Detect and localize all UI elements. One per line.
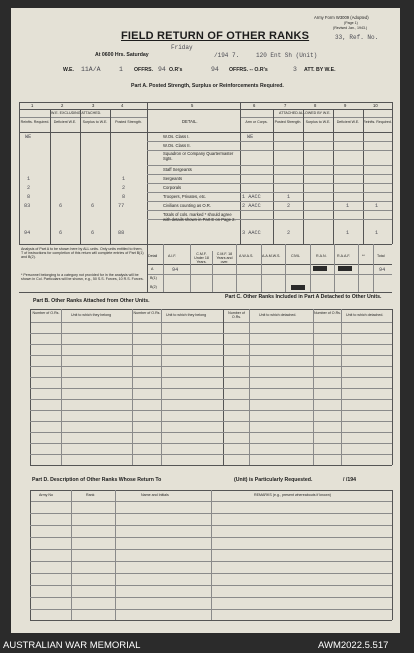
army-form-label: Army Form W3009 (Adopted) (314, 15, 369, 20)
val-total-reinf: 1 (375, 230, 379, 236)
detail-sgts: Sergeants (163, 176, 183, 181)
an-awas: A.W.A.S. (239, 254, 254, 258)
an-cmf-18: C.M.F. 18 Years and over. (216, 252, 233, 264)
sub-arm: Arm or Corps. (245, 120, 268, 124)
col-num-5: 5 (191, 103, 194, 108)
val-r6-arm: 1 AACC (242, 194, 261, 200)
we-label: W.E. (63, 67, 74, 73)
sub-deficient: Deficient W.E. (53, 120, 77, 124)
c-col-unit-1: Unit to which detached. (259, 313, 297, 317)
detail-header: DETAIL. (182, 119, 198, 124)
redaction-block (338, 266, 352, 271)
typed-unit: 120 Ent Sh (Unit) (256, 52, 318, 59)
detail-totals: Totals of cols. marked * should agree with details shown in Part E on Page 2. (163, 212, 236, 222)
col-num-8: 8 (314, 103, 317, 108)
val-r7-arm: 2 AACC (242, 203, 261, 209)
group-left-header: W.E. EXCLUDING ATTACHED. (51, 111, 102, 115)
c-col-num-1: Number of O.Rs. (228, 311, 245, 319)
an-aamws: A.A.M.W.S. (262, 254, 281, 258)
b-col-unit-2: Unit to which they belong (166, 313, 207, 317)
col-num-2: 2 (61, 103, 64, 108)
offrs-label: OFFRS. (134, 67, 154, 73)
val-total-c4: 88 (118, 230, 125, 236)
an-total-a-val: 94 (379, 267, 386, 273)
val-r4-c4: 1 (122, 176, 126, 182)
an-aif-a-val: 94 (172, 267, 179, 273)
c-col-num-2: Number of O.Rs. (314, 311, 341, 315)
typed-day: Friday (171, 44, 193, 51)
sub-posted: Posted Strength. (115, 120, 142, 124)
val-r7-c1: 83 (24, 203, 31, 209)
val-r7-reinf: 1 (375, 203, 379, 209)
part-c-title: Part C. Other Ranks Included in Part A Detached to Other Units. (225, 294, 382, 300)
val-total-arm: 3 AACC (242, 230, 261, 236)
val-total-c2: 6 (59, 230, 63, 236)
an-total: Total (377, 254, 385, 258)
offrs-typed: 1 (119, 66, 123, 73)
b-col-num-2: Number of O.Rs. (133, 311, 161, 315)
val-total-posted: 2 (287, 230, 291, 236)
part-a-title: Part A. Posted Strength, Surplus or Reinforcements Required. (131, 83, 284, 89)
val-r7-c2: 6 (59, 203, 63, 209)
at-line: At 0600 Hrs. Saturday (95, 52, 149, 58)
form-title: FIELD RETURN OF OTHER RANKS (121, 30, 310, 42)
analysis-note-2: * Personnel belonging to a category not provided for in the analysis will be shown in Col. Particulars will be shown, e.g., 50 S.S. Forces, 10 R.S. Forces. (21, 273, 144, 281)
col-num-3: 3 (92, 103, 95, 108)
col-num-4: 4 (121, 103, 124, 108)
detail-staff-sgts: Staff Sergeants (163, 167, 192, 172)
att-label: ATT. BY W.E. (304, 67, 336, 73)
d-col-remarks: REMARKS (e.g., present whereabouts if known) (254, 493, 331, 497)
offrs-ors-label: OFFRS. -- O.R's (229, 67, 268, 73)
an-cmf-u18: C.M.F. Under 18 Years. (194, 252, 209, 264)
ors-typed-2: 94 (211, 66, 219, 73)
val-total-def: 1 (346, 230, 350, 236)
footer-credit: AUSTRALIAN WAR MEMORIAL (3, 640, 141, 651)
d-col-name: Name and Initials (141, 493, 169, 497)
b-col-num-1: Number of O.Rs. (32, 311, 60, 315)
val-r7-c4: 77 (118, 203, 125, 209)
val-r7-c3: 6 (91, 203, 95, 209)
val-r6-c1: 8 (27, 194, 31, 200)
group-right-header: ATTACHED ALLOWED BY W.E. (279, 111, 331, 115)
col-num-1: 1 (31, 103, 34, 108)
val-r5-c1: 2 (27, 185, 31, 191)
an-aif: A.I.F. (168, 254, 177, 258)
an-row-b1: B(1) (150, 276, 157, 280)
col-num-10: 10 (373, 103, 378, 108)
an-ran: R.A.N. (316, 254, 327, 258)
d-col-army-no: Army No (39, 493, 53, 497)
sub-surplus: Surplus to W.E. (82, 120, 108, 124)
serial-ref: 33, Ref. No. (335, 34, 379, 41)
sub-surplus-r: Surplus to W.E. (305, 120, 331, 124)
an-raaf: R.A.A.F. (337, 254, 351, 258)
detail-civilians: Civilians counting as O.R. (163, 203, 211, 208)
val-r4-c1: 1 (27, 176, 31, 182)
val-r6-c4: 8 (122, 194, 126, 200)
ors-label: O.R's (169, 67, 183, 73)
c-col-unit-2: Unit to which detached. (346, 313, 384, 317)
part-d-title-2: (Unit) is Particularly Requested. (234, 477, 313, 483)
part-b-title: Part B. Other Ranks Attached from Other Units. (33, 298, 150, 304)
field-return-form (11, 8, 400, 633)
an-civil: CIVIL (291, 254, 300, 258)
we-typed: 11A/A (81, 66, 101, 73)
revised-note: (Revised Jan., 1943.) (333, 26, 368, 30)
part-d-date: / /194 (343, 477, 356, 483)
b-col-unit-1: Unit to which they belong (71, 313, 112, 317)
an-detail: Detail (148, 254, 158, 258)
detail-troopers: Troopers, Privates, etc. (163, 194, 207, 199)
detail-cpls: Corporals (163, 185, 182, 190)
sub-reinfts-r: Reinfts. Required. (363, 120, 392, 124)
detail-wo1: W.Os. Class I. (163, 134, 190, 139)
detail-cqms: Squadron or Company Quartermaster Sgts. (163, 151, 234, 161)
val-total-c3: 6 (91, 230, 95, 236)
part-d-title: Part D. Description of Other Ranks Whose Return To (32, 477, 162, 483)
sub-reinfts: Reinfts. Required. (20, 120, 50, 124)
val-we-right: WE (247, 134, 254, 140)
footer-accession: AWM2022.5.517 (318, 640, 389, 651)
val-r6-posted: 1 (287, 194, 291, 200)
val-r7-def: 1 (346, 203, 350, 209)
typed-date: /194 7. (214, 52, 240, 59)
sub-posted-r: Posted Strength. (274, 120, 302, 124)
att-typed: 3 (293, 66, 297, 73)
val-r7-posted: 2 (287, 203, 291, 209)
val-r5-c4: 2 (122, 185, 126, 191)
col-num-7: 7 (284, 103, 287, 108)
an-row-a: A (151, 267, 154, 271)
analysis-note: Analysis of Part A to be shown here by ALL units. Only units entitled to them, T of instructions for completion of this return will complete entries of Part B(1) and B(2). (21, 247, 144, 259)
sub-deficient-r: Deficient W.E. (336, 120, 360, 124)
an-row-b2: B(2) (150, 285, 157, 289)
redaction-block (291, 285, 305, 290)
col-num-9: 9 (344, 103, 347, 108)
page-note: (Page 1) (344, 21, 358, 25)
col-num-6: 6 (253, 103, 256, 108)
d-col-rank: Rank (86, 493, 95, 497)
val-total-c1: 94 (24, 230, 31, 236)
ors-typed: 94 (158, 66, 166, 73)
detail-wo2: W.Os. Class II. (163, 143, 191, 148)
redaction-block (313, 266, 327, 271)
an-star: ** (362, 254, 365, 258)
val-we-left: WE (25, 134, 32, 140)
